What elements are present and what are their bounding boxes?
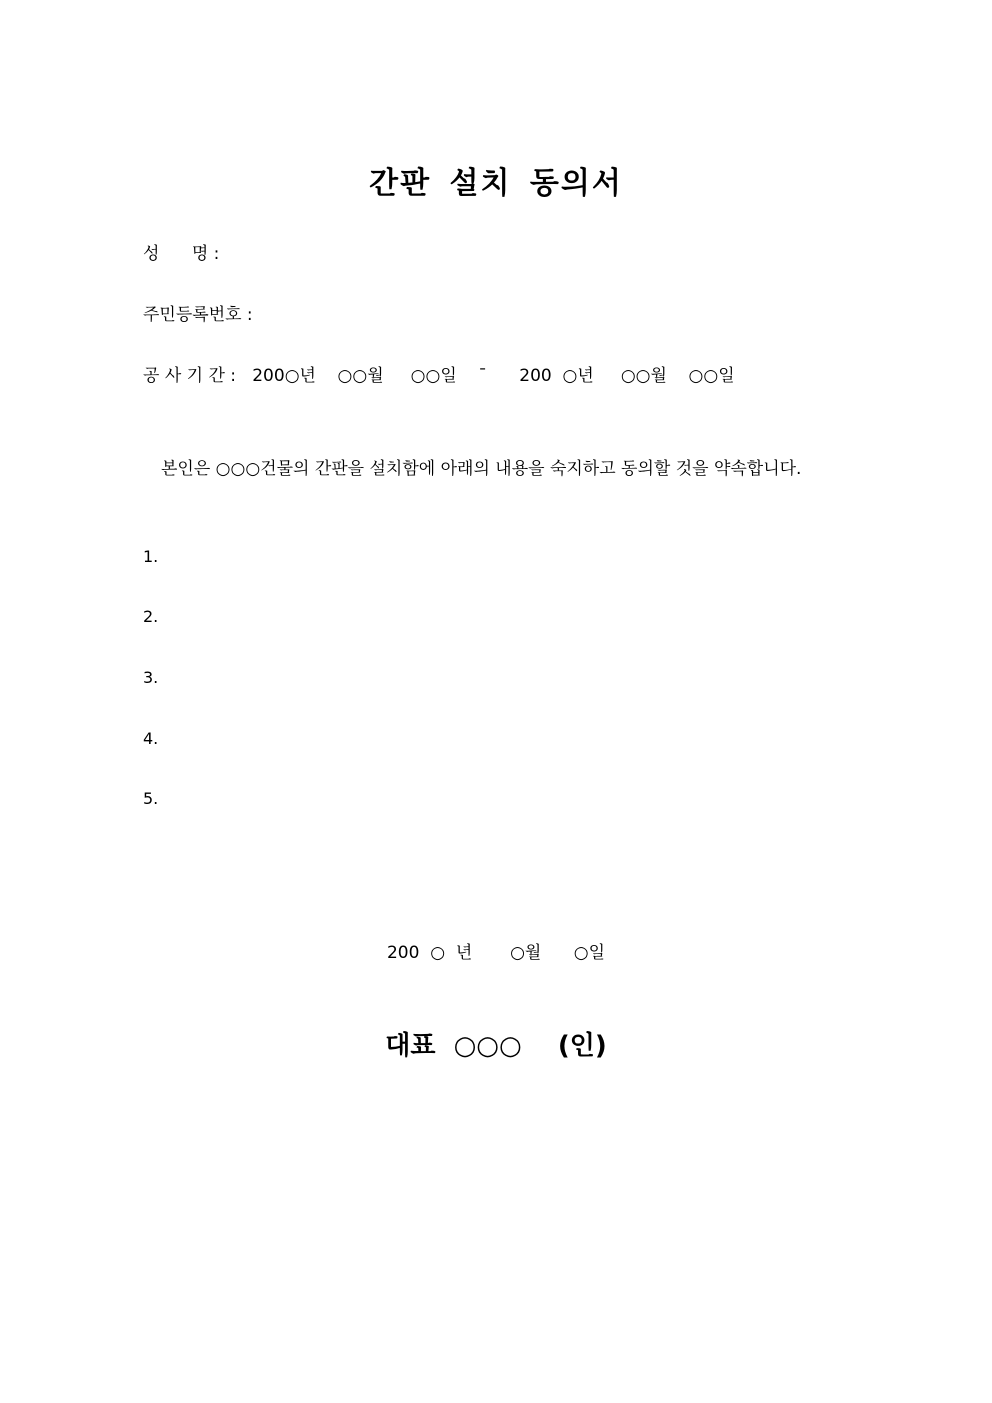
resident-number-field-label: 주민등록번호 : xyxy=(143,305,253,325)
list-item: 2. xyxy=(143,607,159,626)
name-field-label: 성 명 : xyxy=(143,244,220,264)
construction-period-field: 공 사 기 간 : 200○년 ○○월 ○○일 ˉ 200 ○년 ○○월 ○○일 xyxy=(143,366,735,386)
document-date: 200 ○ 년 ○월 ○일 xyxy=(386,943,606,963)
list-item: 4. xyxy=(143,729,159,748)
list-item: 3. xyxy=(143,668,159,687)
document-title: 간판 설치 동의서 xyxy=(369,166,623,201)
consent-statement: 본인은 ○○○건물의 간판을 설치함에 아래의 내용을 숙지하고 동의할 것을 약속합니다. xyxy=(161,459,802,479)
representative-signature: 대표 ○○○ (인) xyxy=(385,1031,607,1061)
list-item: 1. xyxy=(143,547,159,566)
list-item: 5. xyxy=(143,789,159,808)
